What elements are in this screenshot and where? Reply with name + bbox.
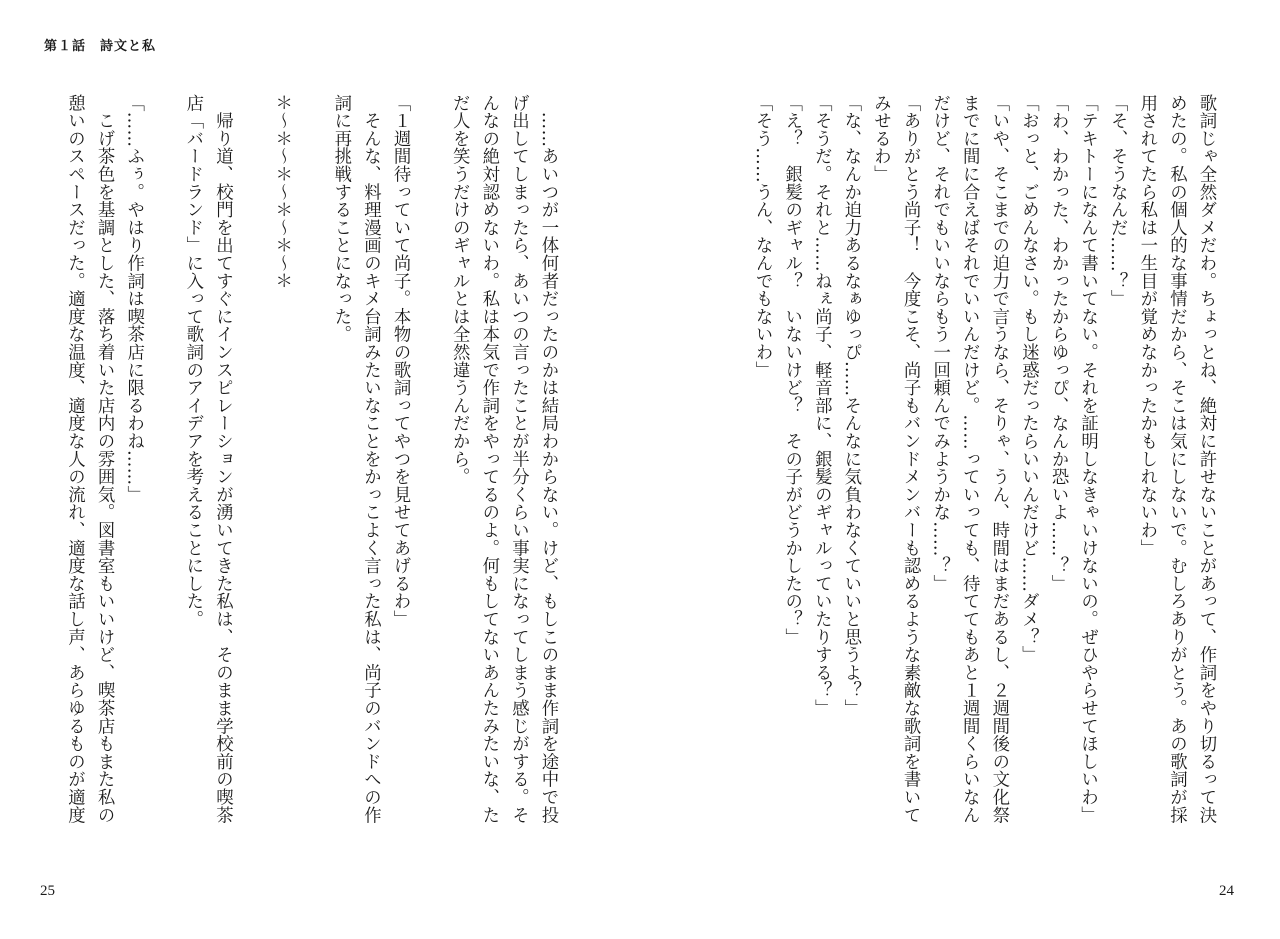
- text-line: [148, 94, 178, 810]
- text-line: んなの絶対認めないわ。私は本気で作詞をやってるのよ。何もしてないあんたみたいな、た: [478, 94, 499, 824]
- right-page-text: [747, 94, 1221, 824]
- text-line: だ人を笑うだけのギャルとは全然違うんだから。: [449, 94, 470, 486]
- text-line: 用されてたら私は一生目が覚めなかったかもしれないわ」: [1136, 94, 1157, 557]
- right-page: [745, 94, 1220, 824]
- text-line: 詞に再挑戦することになった。: [330, 94, 351, 344]
- text-line: 「え？ 銀髪のギャル？ いないけど？ その子がどうかしたの？」: [781, 94, 802, 646]
- text-line: 「いや、そこまでの迫力で言うなら、そりゃ、うん、時間はまだあるし、２週間後の文化祭: [988, 94, 1009, 824]
- text-line: 憩いのスペースだった。適度な温度、適度な人の流れ、適度な話し声、あらゆるものが適度: [64, 94, 85, 824]
- text-line: 「１週間待っていて尚子。本物の歌詞ってやつを見せてあげるわ」: [390, 94, 411, 628]
- text-line: ……あいつが一体何者だったのかは結局わからない。けど、もしこのまま作詞を途中で投: [538, 94, 558, 824]
- text-line: 「そうだ。それと……ねぇ尚子、軽音部に、銀髪のギャルっていたりする？」: [811, 94, 832, 717]
- text-line: 店「バードランド」に入って歌詞のアイデアを考えることにした。: [182, 94, 203, 628]
- text-line: 「そう……うん、なんでもないわ」: [752, 94, 773, 379]
- text-line: 「ありがとう尚子！ 今度こそ、尚子もバンドメンバーも認めるような素敵な歌詞を書いて: [900, 94, 921, 824]
- text-line: みせるわ」: [870, 94, 891, 183]
- page-number-left: 25: [40, 883, 55, 899]
- text-line: そんな、料理漫画のキメ台詞みたいなことをかっこよく言った私は、尚子のバンドへの作: [360, 94, 381, 824]
- text-line: [296, 94, 326, 810]
- text-line: 歌詞じゃ全然ダメだわ。ちょっとね、絶対に許せないことがあって、作詞をやり切るって決: [1196, 94, 1216, 824]
- text-line: 「テキトーになんて書いてない。それを証明しなきゃいけないの。ぜひやらせてほしいわ」: [1077, 94, 1098, 824]
- text-line: めたの。私の個人的な事情だから、そこは気にしないで。むしろありがとう。あの歌詞が採: [1166, 94, 1187, 824]
- text-line: 「そ、そうなんだ……？」: [1107, 94, 1128, 308]
- text-line: までに間に合えばそれでいいんだけど。……っていっても、待ててもあと１週間くらいなん: [959, 94, 980, 824]
- text-line: こげ茶色を基調とした、落ち着いた店内の雰囲気。図書室もいいけど、喫茶店もまた私の: [94, 94, 115, 824]
- chapter-header: 第１話 詩文と私: [44, 39, 157, 54]
- text-line: 「……ふぅ。やはり作詞は喫茶店に限るわね……」: [123, 94, 144, 504]
- page-number-right: 24: [1219, 883, 1234, 899]
- text-line: [236, 94, 266, 810]
- text-line: 「おっと、ごめんなさい。もし迷惑だったらいいんだけど……ダメ？」: [1018, 94, 1039, 664]
- text-line: 「な、なんか迫力あるなぁゆっぴ……そんなに気負わなくていいと思うよ？」: [840, 94, 861, 717]
- text-line: だけど、それでもいいならもう一回頼んでみようかな……？」: [929, 94, 950, 593]
- left-page: [62, 94, 562, 824]
- text-line: [414, 94, 444, 810]
- left-page-text: [59, 94, 562, 824]
- text-line: 「わ、わかった、わかったからゆっぴ、なんか恐いよ……？」: [1048, 94, 1069, 593]
- text-line: 帰り道、校門を出てすぐにインスピレーションが湧いてきた私は、そのまま学校前の喫茶: [212, 94, 233, 824]
- text-line: げ出してしまったら、あいつの言ったことが半分くらい事実になってしまう感じがする。そ: [508, 94, 529, 824]
- text-line: ＊～＊～＊～＊～＊～＊: [271, 94, 292, 290]
